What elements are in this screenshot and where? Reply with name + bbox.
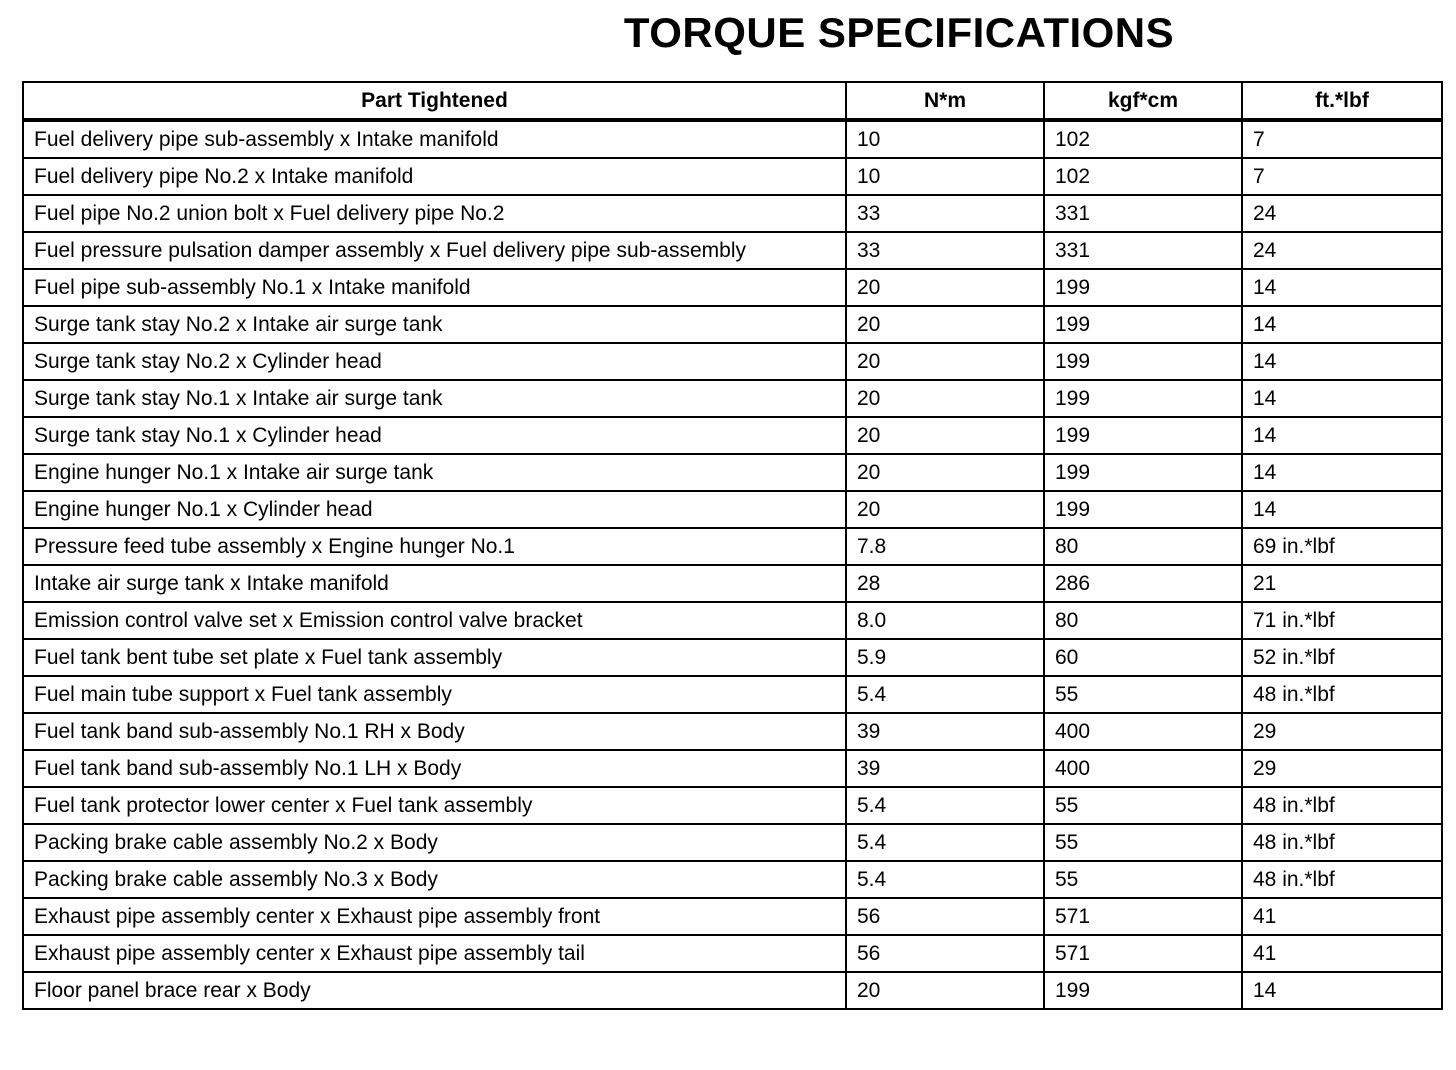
part-tightened-cell: Fuel delivery pipe No.2 x Intake manifold (23, 158, 846, 195)
ft-lbf-cell: 41 (1242, 898, 1442, 935)
part-tightened-cell: Fuel pipe sub-assembly No.1 x Intake manifold (23, 269, 846, 306)
kgf-cm-cell: 571 (1044, 898, 1242, 935)
page-title: TORQUE SPECIFICATIONS (623, 9, 1175, 56)
nm-cell: 5.4 (846, 787, 1044, 824)
part-tightened-cell: Engine hunger No.1 x Intake air surge tank (23, 454, 846, 491)
ft-lbf-cell: 7 (1242, 158, 1442, 195)
table-row (23, 824, 1442, 861)
nm-cell: 56 (846, 898, 1044, 935)
kgf-cm-cell: 199 (1044, 417, 1242, 454)
nm-cell: 5.4 (846, 861, 1044, 898)
ft-lbf-cell: 29 (1242, 713, 1442, 750)
table-row (23, 935, 1442, 972)
table-row (23, 861, 1442, 898)
nm-cell: 56 (846, 935, 1044, 972)
nm-cell: 33 (846, 232, 1044, 269)
ft-lbf-cell: 14 (1242, 380, 1442, 417)
ft-lbf-cell: 48 in.*lbf (1242, 861, 1442, 898)
kgf-cm-cell: 55 (1044, 787, 1242, 824)
part-tightened-cell: Fuel main tube support x Fuel tank assembly (23, 676, 846, 713)
kgf-cm-cell: 199 (1044, 491, 1242, 528)
ft-lbf-cell: 29 (1242, 750, 1442, 787)
ft-lbf-cell: 52 in.*lbf (1242, 639, 1442, 676)
kgf-cm-cell: 80 (1044, 602, 1242, 639)
ft-lbf-cell: 14 (1242, 417, 1442, 454)
nm-cell: 20 (846, 491, 1044, 528)
table-row (23, 269, 1442, 306)
kgf-cm-cell: 102 (1044, 158, 1242, 195)
part-tightened-cell: Fuel tank bent tube set plate x Fuel tank assembly (23, 639, 846, 676)
header-kgf-cm: kgf*cm (1044, 82, 1242, 120)
ft-lbf-cell: 7 (1242, 120, 1442, 158)
torque-spec-table (22, 81, 1443, 1010)
kgf-cm-cell: 199 (1044, 343, 1242, 380)
table-row (23, 676, 1442, 713)
nm-cell: 39 (846, 713, 1044, 750)
kgf-cm-cell: 331 (1044, 232, 1242, 269)
nm-cell: 20 (846, 417, 1044, 454)
part-tightened-cell: Engine hunger No.1 x Cylinder head (23, 491, 846, 528)
part-tightened-cell: Packing brake cable assembly No.2 x Body (23, 824, 846, 861)
part-tightened-cell: Surge tank stay No.2 x Intake air surge tank (23, 306, 846, 343)
table-row (23, 787, 1442, 824)
ft-lbf-cell: 21 (1242, 565, 1442, 602)
kgf-cm-cell: 331 (1044, 195, 1242, 232)
table-row (23, 195, 1442, 232)
table-row (23, 565, 1442, 602)
kgf-cm-cell: 199 (1044, 269, 1242, 306)
ft-lbf-cell: 14 (1242, 269, 1442, 306)
kgf-cm-cell: 199 (1044, 306, 1242, 343)
kgf-cm-cell: 400 (1044, 750, 1242, 787)
part-tightened-cell: Surge tank stay No.1 x Cylinder head (23, 417, 846, 454)
part-tightened-cell: Intake air surge tank x Intake manifold (23, 565, 846, 602)
table-row (23, 417, 1442, 454)
part-tightened-cell: Emission control valve set x Emission control valve bracket (23, 602, 846, 639)
kgf-cm-cell: 199 (1044, 454, 1242, 491)
nm-cell: 33 (846, 195, 1044, 232)
table-row (23, 602, 1442, 639)
table-row (23, 158, 1442, 195)
ft-lbf-cell: 14 (1242, 972, 1442, 1009)
nm-cell: 20 (846, 380, 1044, 417)
nm-cell: 5.4 (846, 676, 1044, 713)
ft-lbf-cell: 14 (1242, 454, 1442, 491)
part-tightened-cell: Surge tank stay No.1 x Intake air surge tank (23, 380, 846, 417)
table-row (23, 454, 1442, 491)
part-tightened-cell: Exhaust pipe assembly center x Exhaust pipe assembly front (23, 898, 846, 935)
kgf-cm-cell: 571 (1044, 935, 1242, 972)
ft-lbf-cell: 71 in.*lbf (1242, 602, 1442, 639)
table-row (23, 491, 1442, 528)
table-row (23, 898, 1442, 935)
table-row (23, 380, 1442, 417)
table-row (23, 750, 1442, 787)
part-tightened-cell: Fuel pressure pulsation damper assembly x Fuel delivery pipe sub-assembly (23, 232, 846, 269)
table-row (23, 232, 1442, 269)
header-ft-lbf: ft.*lbf (1242, 82, 1442, 120)
table-body (23, 120, 1442, 1009)
table-row (23, 639, 1442, 676)
nm-cell: 8.0 (846, 602, 1044, 639)
nm-cell: 20 (846, 269, 1044, 306)
part-tightened-cell: Fuel tank band sub-assembly No.1 RH x Body (23, 713, 846, 750)
nm-cell: 10 (846, 158, 1044, 195)
kgf-cm-cell: 55 (1044, 861, 1242, 898)
nm-cell: 5.9 (846, 639, 1044, 676)
part-tightened-cell: Fuel tank protector lower center x Fuel tank assembly (23, 787, 846, 824)
part-tightened-cell: Floor panel brace rear x Body (23, 972, 846, 1009)
ft-lbf-cell: 48 in.*lbf (1242, 824, 1442, 861)
table-row (23, 972, 1442, 1009)
part-tightened-cell: Fuel tank band sub-assembly No.1 LH x Body (23, 750, 846, 787)
table-header (23, 82, 1442, 120)
part-tightened-cell: Fuel pipe No.2 union bolt x Fuel delivery pipe No.2 (23, 195, 846, 232)
nm-cell: 7.8 (846, 528, 1044, 565)
kgf-cm-cell: 55 (1044, 824, 1242, 861)
kgf-cm-cell: 60 (1044, 639, 1242, 676)
kgf-cm-cell: 199 (1044, 972, 1242, 1009)
ft-lbf-cell: 24 (1242, 195, 1442, 232)
table-row (23, 120, 1442, 158)
kgf-cm-cell: 80 (1044, 528, 1242, 565)
part-tightened-cell: Fuel delivery pipe sub-assembly x Intake manifold (23, 120, 846, 158)
table-row (23, 343, 1442, 380)
kgf-cm-cell: 286 (1044, 565, 1242, 602)
kgf-cm-cell: 102 (1044, 120, 1242, 158)
part-tightened-cell: Surge tank stay No.2 x Cylinder head (23, 343, 846, 380)
ft-lbf-cell: 69 in.*lbf (1242, 528, 1442, 565)
nm-cell: 5.4 (846, 824, 1044, 861)
header-row (23, 82, 1442, 120)
kgf-cm-cell: 55 (1044, 676, 1242, 713)
table-row (23, 713, 1442, 750)
table-row (23, 306, 1442, 343)
ft-lbf-cell: 48 in.*lbf (1242, 676, 1442, 713)
ft-lbf-cell: 24 (1242, 232, 1442, 269)
ft-lbf-cell: 14 (1242, 491, 1442, 528)
nm-cell: 20 (846, 306, 1044, 343)
kgf-cm-cell: 199 (1044, 380, 1242, 417)
header-part-tightened: Part Tightened (23, 82, 846, 120)
ft-lbf-cell: 41 (1242, 935, 1442, 972)
part-tightened-cell: Packing brake cable assembly No.3 x Body (23, 861, 846, 898)
nm-cell: 20 (846, 454, 1044, 491)
nm-cell: 39 (846, 750, 1044, 787)
table-row (23, 528, 1442, 565)
nm-cell: 10 (846, 120, 1044, 158)
ft-lbf-cell: 48 in.*lbf (1242, 787, 1442, 824)
nm-cell: 20 (846, 972, 1044, 1009)
kgf-cm-cell: 400 (1044, 713, 1242, 750)
nm-cell: 28 (846, 565, 1044, 602)
part-tightened-cell: Exhaust pipe assembly center x Exhaust pipe assembly tail (23, 935, 846, 972)
ft-lbf-cell: 14 (1242, 343, 1442, 380)
part-tightened-cell: Pressure feed tube assembly x Engine hunger No.1 (23, 528, 846, 565)
header-nm: N*m (846, 82, 1044, 120)
ft-lbf-cell: 14 (1242, 306, 1442, 343)
nm-cell: 20 (846, 343, 1044, 380)
